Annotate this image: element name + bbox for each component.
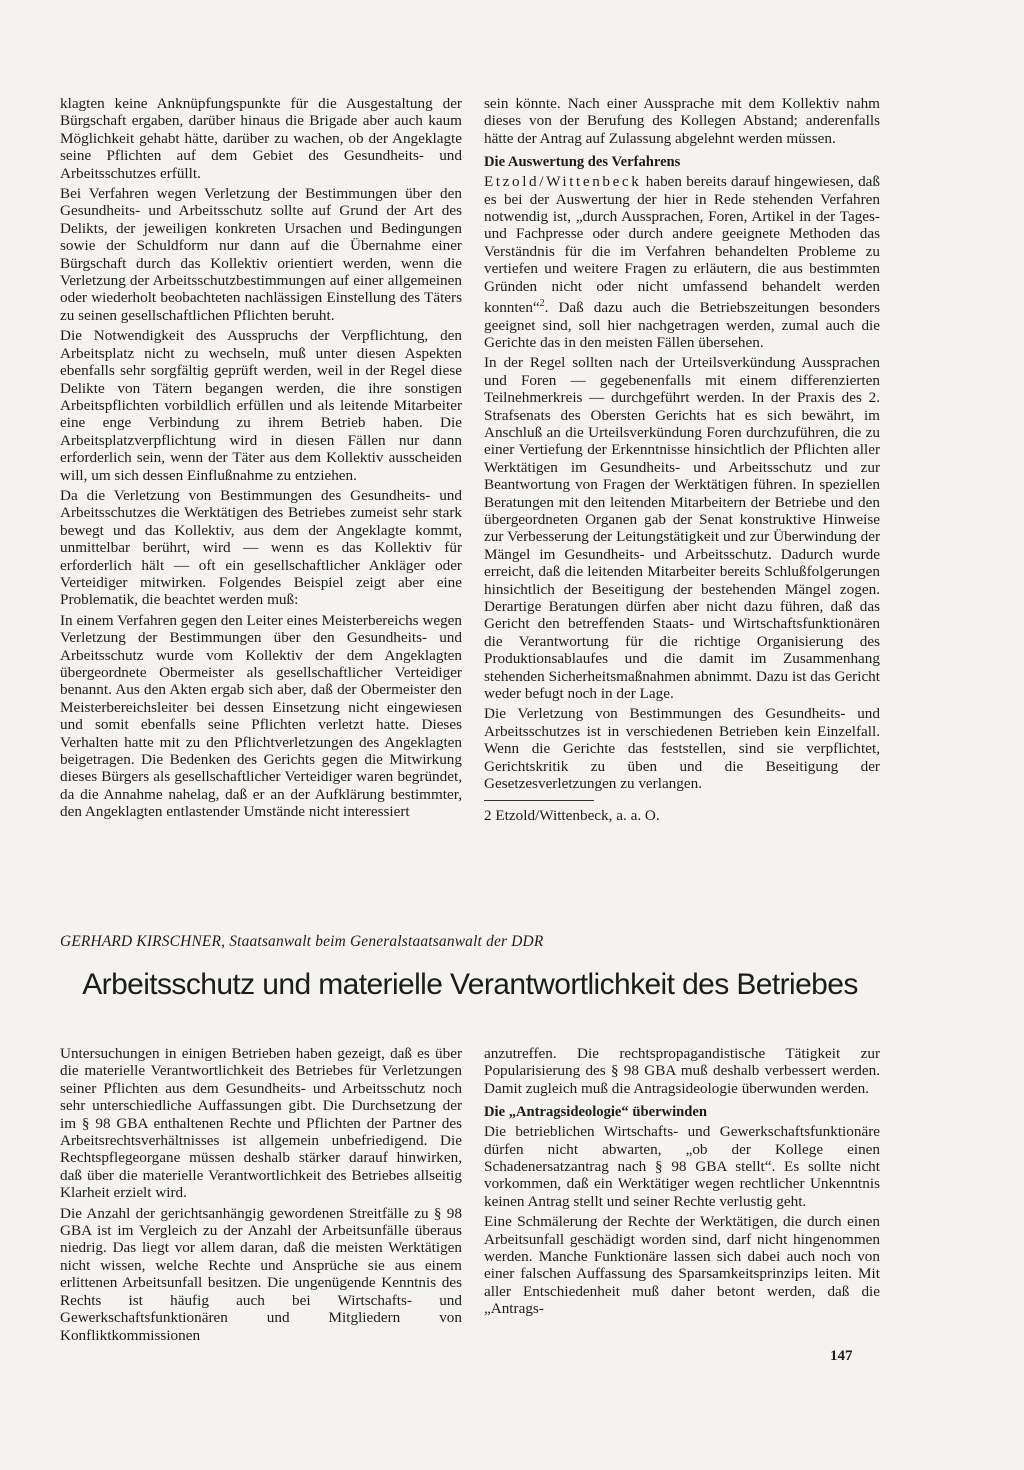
footnote: 2 Etzold/Wittenbeck, a. a. O. (484, 806, 660, 824)
footnote-mark[interactable]: 2 (539, 298, 545, 310)
top-right-column (484, 95, 880, 827)
cited-authors: Etzold/Wittenbeck (484, 173, 642, 191)
top-left-column (60, 95, 462, 824)
footnote-divider (484, 800, 594, 801)
paragraph: In einem Verfahren gegen den Leiter eines Meisterbereichs wegen Verletzung der Bestimmungen über den Gesundheits- und Arbeitsschutz wurde vom Kollektiv der dem Angeklagten übergeordnete Obermeister als gesellschaftlicher Verteidiger benannt. Aus den Akten ergab sich aber, daß der Obermeister den Meisterbereichsleiter bei dessen Einsetzung nicht eingewiesen und somit ebenfalls seine Pflichten verletzt hatte. Dieses Verhalten hatte mit zu den Pflichtverletzungen des Angeklagten beigetragen. Die Bedenken des Gerichts gegen die Mitwirkung dieses Bürgers als gesellschaftlicher Verteidiger waren begründet, da die Annahme nahelag, daß er an der Aufklärung bestimmter, den Angeklagten entlastender Umstände nicht interessiert (60, 611, 463, 821)
section-heading: Die Auswertung des Verfahrens (484, 154, 681, 171)
paragraph: sein könnte. Nach einer Aussprache mit dem Kollektiv nahm dieses von der Berufung des Kollegen Abstand; anderenfalls hätte der Antrag auf Zulassung abgelehnt werden müssen. (484, 95, 880, 147)
paragraph: Die betrieblichen Wirtschafts- und Gewerkschaftsfunktionäre dürfen nicht abwarten, „ob der Kollege einen Schadenersatzantrag nach § 98 GBA stellt“. Es sollte nicht vorkommen, daß ein Werktätiger wegen rechtlicher Unkenntnis keinen Antrag stellt und seiner Rechte verlustig geht. (484, 1123, 880, 1210)
paragraph: Eine Schmälerung der Rechte der Werktätigen, die durch einen Arbeitsunfall geschädigt worden sind, darf nicht hingenommen werden. Manche Funktionäre lassen sich dabei auch noch von einer falschen Auffassung des Sparsamkeitsprinzips leiten. Mit aller Entschiedenheit muß daher betont werden, daß die „Antrags- (484, 1213, 880, 1318)
paragraph (484, 173, 880, 351)
bottom-left-column (60, 1045, 462, 1347)
bottom-right-column (484, 1045, 880, 1321)
paragraph-text: . Daß dazu auch die Betriebszeitungen besonders geeignet sind, soll hier nachgetragen werden, zumal auch die Gerichte das in den meisten Fällen übersehen. (484, 299, 880, 351)
article-title: Arbeitsschutz und materielle Verantwortlichkeit des Betriebes (82, 968, 858, 1001)
paragraph-text: haben bereits darauf hingewiesen, daß es bei der Auswertung der hier in Rede stehenden Verfahren notwendig ist, „durch Aussprachen, Foren, Artikel in der Tages- und Fachpresse oder durch andere geeignete Methoden das Verständnis für die im Verfahren behandelten Probleme zu vertiefen und weitere Fragen zu erläutern, die aus bestimmten Gründen nicht oder nicht umfassend behandelt werden konnten“ (484, 173, 880, 317)
article-author: GERHARD KIRSCHNER, Staatsanwalt beim Generalstaatsanwalt der DDR (60, 933, 544, 950)
paragraph: Die Anzahl der gerichtsanhängig gewordenen Streitfälle zu § 98 GBA ist im Vergleich zu der Anzahl der Arbeitsunfälle überaus niedrig. Das liegt vor allem daran, daß die meisten Werktätigen nicht wissen, welche Rechte und Ansprüche sie aus einem erlittenen Arbeitsunfall besitzen. Die ungenügende Kenntnis des Rechts ist häufig auch bei Wirtschafts- und Gewerkschaftsfunktionären und Mitgliedern von Konfliktkommissionen (60, 1204, 462, 1344)
paragraph: klagten keine Anknüpfungspunkte für die Ausgestaltung der Bürgschaft ergaben, darüber hinaus die Brigade aber auch kaum Möglichkeit gehabt hätte, darüber zu wachen, ob der Angeklagte seine Pflichten auf dem Gebiet des Gesundheits- und Arbeitsschutzes erfüllt. (60, 95, 462, 182)
paragraph: Untersuchungen in einigen Betrieben haben gezeigt, daß es über die materielle Verantwortlichkeit des Betriebes für Verletzungen seiner Pflichten aus dem Gesundheits- und Arbeitsschutz noch sehr unterschiedliche Auffassungen gibt. Die Durchsetzung der im § 98 GBA enthaltenen Rechte und Pflichten der Partner des Arbeitsrechtsverhältnisses ist allgemein unbefriedigend. Die Rechtspflegeorgane müssen deshalb stärker darauf hinwirken, daß über die materielle Verantwortlichkeit des Betriebes allseitig Klarheit erzielt wird. (60, 1045, 462, 1202)
page-number: 147 (830, 1348, 853, 1364)
paragraph: Bei Verfahren wegen Verletzung der Bestimmungen über den Gesundheits- und Arbeitsschutz sollte auf Grund der Art des Delikts, der jeweiligen konkreten Ursachen und Bedingungen sowie der Schuldform nur dann auf die Übernahme einer Bürgschaft durch das Kollektiv orientiert werden, wenn die Verletzung der Arbeitsschutzbestimmungen auf einer allgemeinen oder wiederholt beobachteten nachlässigen Einstellung des Täters zu seinen gesellschaftlichen Pflichten beruht. (60, 185, 462, 324)
section-heading: Die „Antragsideologie“ überwinden (484, 1104, 707, 1121)
paragraph: In der Regel sollten nach der Urteilsverkündung Aussprachen und Foren — gegebenenfalls mit einem differenzierten Teilnehmerkreis — durchgeführt werden. In der Praxis des 2. Strafsenats des Obersten Gerichts hat es sich bewährt, im Anschluß an die Urteilsverkündung Foren durchzuführen, die zu einer Vertiefung der Erkenntnisse hinsichtlich der Pflichten aller Werktätigen im Gesundheits- und Arbeitsschutz und zur Beantwortung von Fragen der Werktätigen führen. In speziellen Beratungen mit den leitenden Mitarbeitern der Betriebe und den übergeordneten Organen gab der Senat konstruktive Hinweise zur Verbesserung der Leitungstätigkeit und zur Überwindung der Mängel im Gesundheits- und Arbeitsschutz. Dadurch wurde erreicht, daß die leitenden Mitarbeiter bereits Schlußfolgerungen hinsichtlich der Beseitigung der bestehenden Mängel zogen. Derartige Beratungen dürfen aber nicht dazu führen, daß das Gericht den betreffenden Staats- und Wirtschaftsfunktionären die Verantwortung für die richtige Organisierung des Produktionsablaufes und die damit im Zusammenhang stehenden Sicherheitsmaßnahmen abnimmt. Dazu ist das Gericht weder befugt noch in der Lage. (484, 354, 880, 703)
paragraph: anzutreffen. Die rechtspropagandistische Tätigkeit zur Popularisierung des § 98 GBA muß deshalb verbessert werden. Damit zugleich muß die Antragsideologie überwunden werden. (484, 1045, 880, 1097)
paragraph: Die Notwendigkeit des Ausspruchs der Verpflichtung, den Arbeitsplatz nicht zu wechseln, muß unter diesen Aspekten ebenfalls sehr sorgfältig geprüft werden, weil in der Regel diese Delikte von Tätern begangen werden, die ihre sonstigen Arbeitspflichten vorbildlich erfüllen und als leitende Mitarbeiter eine enge Verbindung zu ihrem Betrieb haben. Die Arbeitsplatzverpflichtung wird in diesen Fällen nur dann erforderlich sein, wenn der Täter aus dem Kollektiv ausscheiden will, um sich dessen Einflußnahme zu entziehen. (60, 327, 462, 484)
paragraph: Da die Verletzung von Bestimmungen des Gesundheits- und Arbeitsschutzes die Werktätigen des Betriebes zumeist sehr stark bewegt und das Kollektiv, aus dem der Angeklagte kommt, unmittelbar berührt, wird — wenn es das Kollektiv für erforderlich hält — oft ein gesellschaftlicher Ankläger oder Verteidiger mitwirken. Folgendes Beispiel zeigt aber eine Problematik, die beachtet werden muß: (60, 486, 462, 609)
paragraph: Die Verletzung von Bestimmungen des Gesundheits- und Arbeitsschutzes ist in verschiedenen Betrieben kein Einzelfall. Wenn die Gerichte das feststellen, sind sie verpflichtet, Gerichtskritik zu üben und die Beseitigung der Gesetzesverletzungen zu verlangen. (484, 705, 880, 793)
